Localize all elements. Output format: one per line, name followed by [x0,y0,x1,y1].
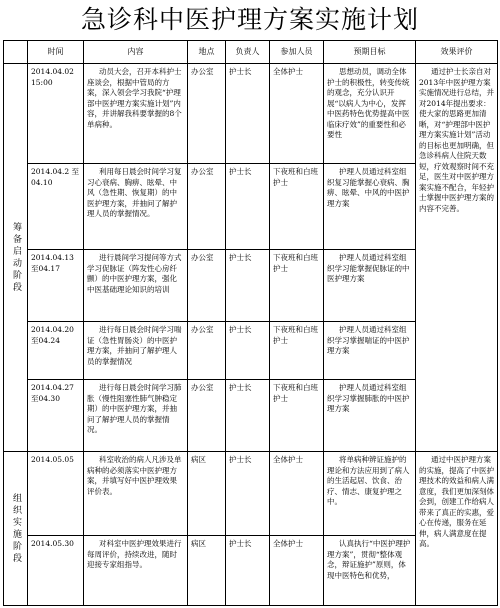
cell-time: 2014.05.30 [28,536,84,606]
cell-goal: 护理人员通过科室组织学习掌握肺胀的中医护理方案 [324,380,416,452]
cell-content: 对科室中医护理效果进行每周评价，持续改进，随时迎接专家组指导。 [84,536,188,606]
cell-participants: 全体护士 [270,452,324,536]
cell-participants: 下夜班和白班护士 [270,250,324,322]
cell-place: 办公室 [188,380,226,452]
cell-leader: 护士长 [226,164,270,250]
cell-leader: 护士长 [226,322,270,380]
plan-table [3,40,498,606]
cell-goal: 认真执行“中医护理护理方案”，贯彻“整体观念，辩证施护”原则，体现中医特色和优势， [324,536,416,606]
cell-leader: 护士长 [226,452,270,536]
cell-evaluation: 通过中医护理方案的实施，提高了中医护理技术的效益和病人满意度，我们更加深刻体会到，创建工作给病人带来了真正的实惠，爱心在传递，服务在延伸，病人满意度在提高。 [416,452,498,606]
header-place: 地点 [188,41,226,64]
cell-content: 进行每日晨会时间学习喘证（急性胃肠炎）的中医护理方案，并抽问了解护理人员的掌握情况 [84,322,188,380]
header-participants: 参加人员 [270,41,324,64]
cell-place: 病区 [188,452,226,536]
header-stage [4,41,28,64]
cell-content: 科室收治的病人凡涉及单病种的必须落实中医护理方案，并填写好中医护理效果评价表。 [84,452,188,536]
cell-goal: 将单病种辨证施护的理论和方法应用到了病人的生活起居、饮食、治疗、情志、康复护理之中。 [324,452,416,536]
cell-time: 2014.04.13 至04.17 [28,250,84,322]
cell-content: 进行晨间学习提问等方式学习促脉证（阵发性心房纤颤）的中医护理方案，强化中医基础理论知识的培训 [84,250,188,322]
cell-goal: 护理人员通过科室组织复习能掌握心衰病、胸痹、眩晕、中风的中医护理方案 [324,164,416,250]
cell-goal: 护理人员通过科室组织学习掌握喘证的中医护理方案 [324,322,416,380]
header-leader: 负责人 [226,41,270,64]
cell-leader: 护士长 [226,64,270,164]
cell-leader: 护士长 [226,380,270,452]
cell-time: 2014.04.27 至04.30 [28,380,84,452]
cell-goal: 护理人员通过科室组织学习能掌握促脉证的中医护理方案 [324,250,416,322]
cell-content: 进行每日晨会时间学习肺胀（慢性阻塞性肺气肿稳定期）的中医护理方案，并抽问了解护理人员的掌握情况。 [84,380,188,452]
cell-evaluation: 通过护士长亲自对2013年中医护理方案实施情况进行总结，并对2014年提出要求：使大家的思路更加清晰，对“护理部中医护理方案实施计划”活动的目标也更加明确，但急诊科病人住院天数短，疗效观察时间不充足，医生对中医护理方案实施不配合，年轻护士掌握中医护理方案的内容不完善。 [416,64,498,452]
cell-content: 动员大会，召开本科护士座谈会，根据中管局的方案，深入领会学习我院“护理部中医护理方案实施计划”内容，并讲解我科要掌握的8个单病种。 [84,64,188,164]
header-content: 内容 [84,41,188,64]
page-title: 急诊科中医护理方案实施计划 [80,5,419,34]
cell-time: 2014.04.02 15:00 [28,64,84,164]
stage-prep: 筹备启动阶段 [4,64,28,452]
cell-place: 办公室 [188,322,226,380]
cell-participants: 全体护士 [270,64,324,164]
stage-implement: 组织实施阶段 [4,452,28,606]
table-row [4,64,498,164]
cell-participants: 下夜班和白班护士 [270,164,324,250]
cell-place: 办公室 [188,64,226,164]
cell-content: 利用每日晨会时间学习复习心衰病、胸痹、眩晕、中风（急性期、恢复期）的中医护理方案，并抽问了解护理人员的掌握情况。 [84,164,188,250]
cell-place: 办公室 [188,164,226,250]
header-row [4,41,498,64]
cell-place: 病区 [188,536,226,606]
cell-goal: 思想动员，调动全体护士的积极性，转变传统的观念，充分认识开展“以病人为中心，发挥中医药特色优势提高中医临床疗效”的重要性和必要性 [324,64,416,164]
header-evaluation: 效果评价 [416,41,498,64]
cell-participants: 全体护士 [270,536,324,606]
header-time: 时间 [28,41,84,64]
cell-participants: 下夜班和白班护士 [270,322,324,380]
header-goal: 预期目标 [324,41,416,64]
cell-leader: 护士长 [226,536,270,606]
cell-time: 2014.04.2 至04.10 [28,164,84,250]
cell-participants: 下夜班和白班护士 [270,380,324,452]
cell-place: 办公室 [188,250,226,322]
table-row [4,452,498,536]
cell-time: 2014.05.05 [28,452,84,536]
cell-time: 2014.04.20 至04.24 [28,322,84,380]
cell-leader: 护士长 [226,250,270,322]
